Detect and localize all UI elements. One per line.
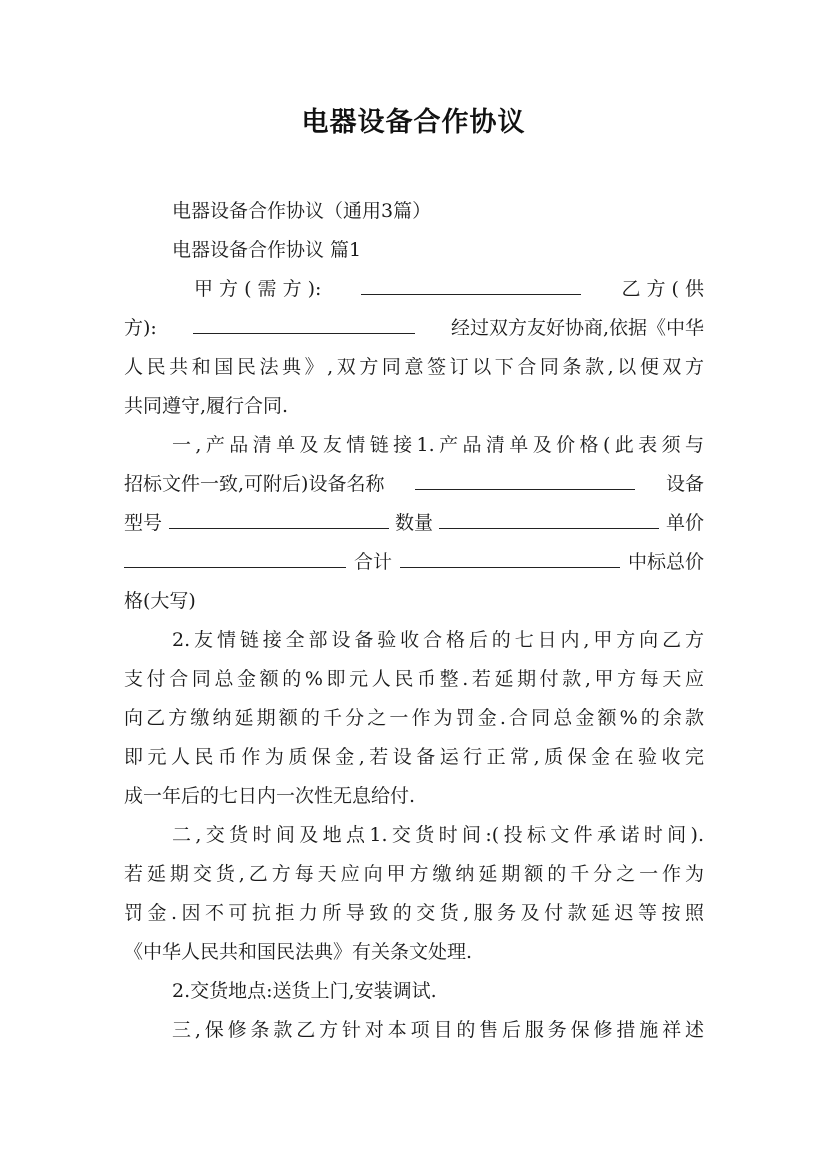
quantity-label: 数量 [394, 512, 433, 534]
total-blank [400, 545, 620, 568]
paragraph-line [124, 700, 704, 736]
model-quantity-line [124, 505, 704, 541]
section-heading-line [124, 232, 704, 268]
document-title: 电器设备合作协议 [301, 107, 526, 138]
paragraph-line [124, 349, 704, 385]
clause-one-text: 一,产品清单及友情链接1.产品清单及价格(此表须与 [172, 434, 704, 456]
party-b-line [124, 310, 704, 346]
clause-one-line [124, 427, 704, 463]
equipment-label: 设备 [665, 473, 704, 495]
paragraph-line [124, 583, 704, 619]
paragraph-text: 成一年后的七日内一次性无息给付. [124, 785, 416, 807]
model-label: 型号 [124, 512, 163, 534]
clause-three-text: 三,保修条款乙方针对本项目的售后服务保修措施祥述 [172, 1019, 704, 1041]
paragraph-line [124, 388, 704, 424]
subtitle-text: 电器设备合作协议（通用3篇） [172, 200, 432, 222]
paragraph-line [124, 934, 704, 970]
party-a-line [124, 271, 704, 307]
paragraph-line [124, 661, 704, 697]
subtitle-line [124, 193, 704, 229]
equipment-name-line [124, 466, 704, 502]
paragraph-line [124, 856, 704, 892]
equipment-name-label: 招标文件一致,可附后)设备名称 [124, 473, 385, 495]
paragraph-line [124, 895, 704, 931]
paragraph-text: 《中华人民共和国民法典》有关条文处理. [124, 941, 473, 963]
paragraph-text: 向乙方缴纳延期额的千分之一作为罚金.合同总金额%的余款 [124, 707, 704, 729]
payment-text: 2.友情链接全部设备验收合格后的七日内,甲方向乙方 [172, 629, 704, 651]
paragraph-text: 即元人民币作为质保金,若设备运行正常,质保金在验收完 [124, 746, 704, 768]
party-b-label-end: 方): [124, 317, 157, 339]
paragraph-line [124, 778, 704, 814]
party-b-label-start: 乙 方 ( 供 [621, 278, 704, 300]
quantity-blank [439, 506, 659, 529]
paragraph-line [124, 739, 704, 775]
total-label: 合计 [353, 551, 392, 573]
party-a-blank [361, 272, 581, 295]
payment-line [124, 622, 704, 658]
paragraph-text: 人民共和国民法典》,双方同意签订以下合同条款,以便双方 [124, 356, 704, 378]
unit-price-blank [124, 545, 346, 568]
clause-three-line [124, 1012, 704, 1048]
section-heading-text: 电器设备合作协议 篇1 [172, 239, 362, 261]
negotiation-text: 经过双方友好协商,依据《中华 [450, 317, 704, 339]
clause-two-text: 二,交货时间及地点1.交货时间:(投标文件承诺时间). [172, 824, 704, 846]
paragraph-text: 罚金.因不可抗拒力所导致的交货,服务及付款延迟等按照 [124, 902, 704, 924]
clause-two-line [124, 817, 704, 853]
equipment-name-blank [415, 467, 635, 490]
party-a-label: 甲 方 ( 需 方 ): [194, 278, 322, 300]
model-blank [169, 506, 389, 529]
paragraph-text: 共同遵守,履行合同. [124, 395, 289, 417]
paragraph-text: 格(大写) [124, 590, 196, 612]
delivery-place-line [124, 973, 704, 1009]
party-b-blank [193, 311, 415, 334]
paragraph-text: 支付合同总金额的%即元人民币整.若延期付款,甲方每天应 [124, 668, 704, 690]
delivery-place-text: 2.交货地点:送货上门,安装调试. [172, 980, 437, 1002]
total-line [124, 544, 704, 580]
unit-price-label: 单价 [665, 512, 704, 534]
bid-total-label: 中标总价 [627, 551, 704, 573]
paragraph-text: 若延期交货,乙方每天应向甲方缴纳延期额的千分之一作为 [124, 863, 704, 885]
